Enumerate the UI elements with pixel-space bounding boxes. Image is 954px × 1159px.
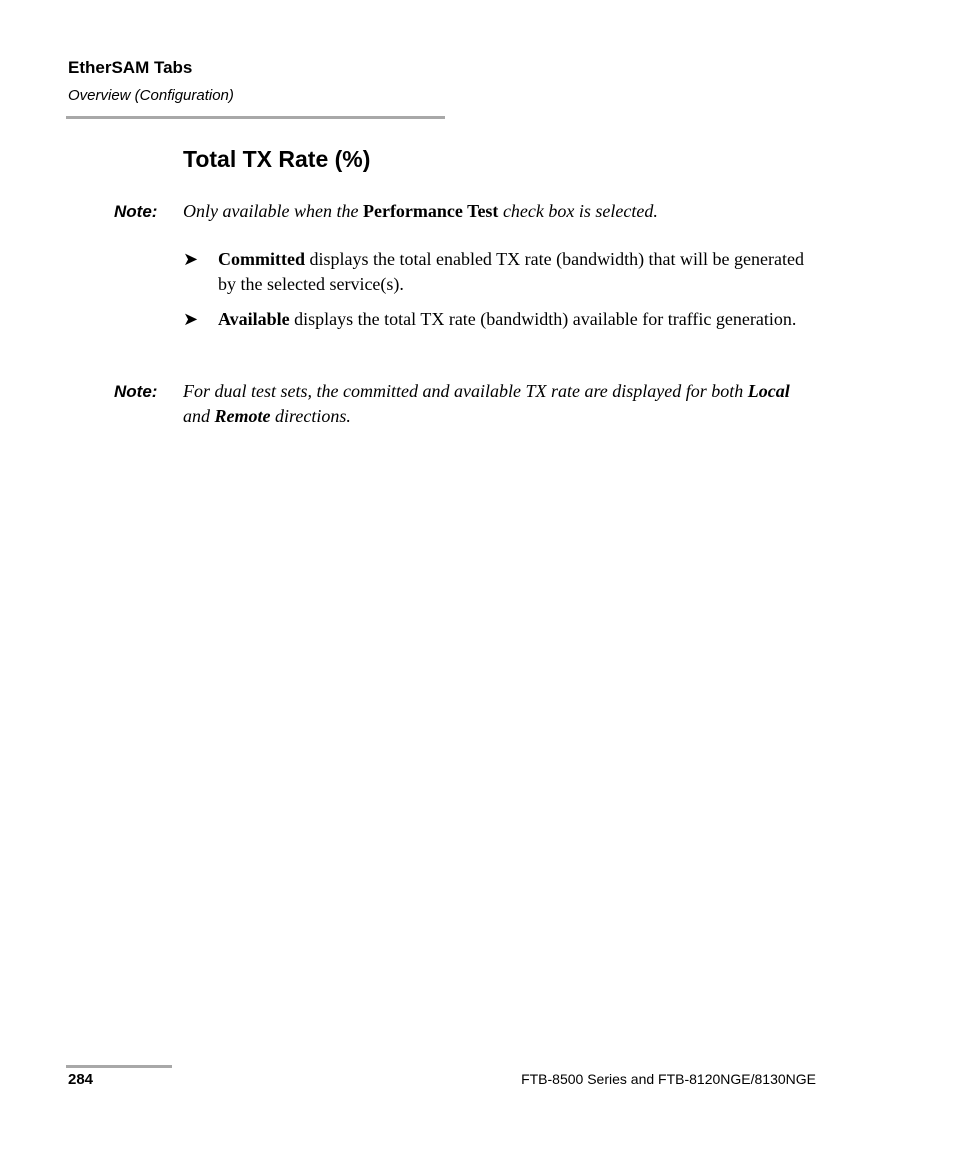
page-number: 284 — [68, 1071, 94, 1088]
note-label: Note: — [114, 382, 158, 401]
section-breadcrumb: Overview (Configuration) — [68, 87, 234, 104]
note-performance-test — [114, 199, 814, 224]
note-label: Note: — [114, 202, 158, 221]
arrow-bullet-icon: ➤ — [183, 309, 199, 329]
term-available: Available — [218, 309, 290, 329]
note-dual-test-sets — [114, 379, 814, 429]
list-item-text: Available displays the total TX rate (bandwidth) available for traffic generation. — [218, 309, 797, 329]
footer-product-name: FTB-8500 Series and FTB-8120NGE/8130NGE — [521, 1071, 816, 1087]
note-text: Only available when the Performance Test check box is selected. — [183, 201, 658, 221]
header-divider — [66, 116, 445, 119]
list-item-text: Committed displays the total enabled TX rate (bandwidth) that will be generated by the selected service(s). — [218, 249, 804, 294]
note-text: For dual test sets, the committed and available TX rate are displayed for both Local and Remote directions. — [183, 381, 790, 426]
list-item-committed — [183, 247, 823, 297]
list-item-available — [183, 307, 823, 332]
arrow-bullet-icon: ➤ — [183, 249, 199, 269]
note-bold-term: Performance Test — [362, 201, 499, 221]
term-remote: Remote — [214, 406, 271, 426]
chapter-title: EtherSAM Tabs — [68, 58, 193, 77]
term-local: Local — [747, 381, 790, 401]
section-heading: Total TX Rate (%) — [183, 146, 371, 172]
footer-divider — [66, 1065, 172, 1068]
term-committed: Committed — [218, 249, 305, 269]
